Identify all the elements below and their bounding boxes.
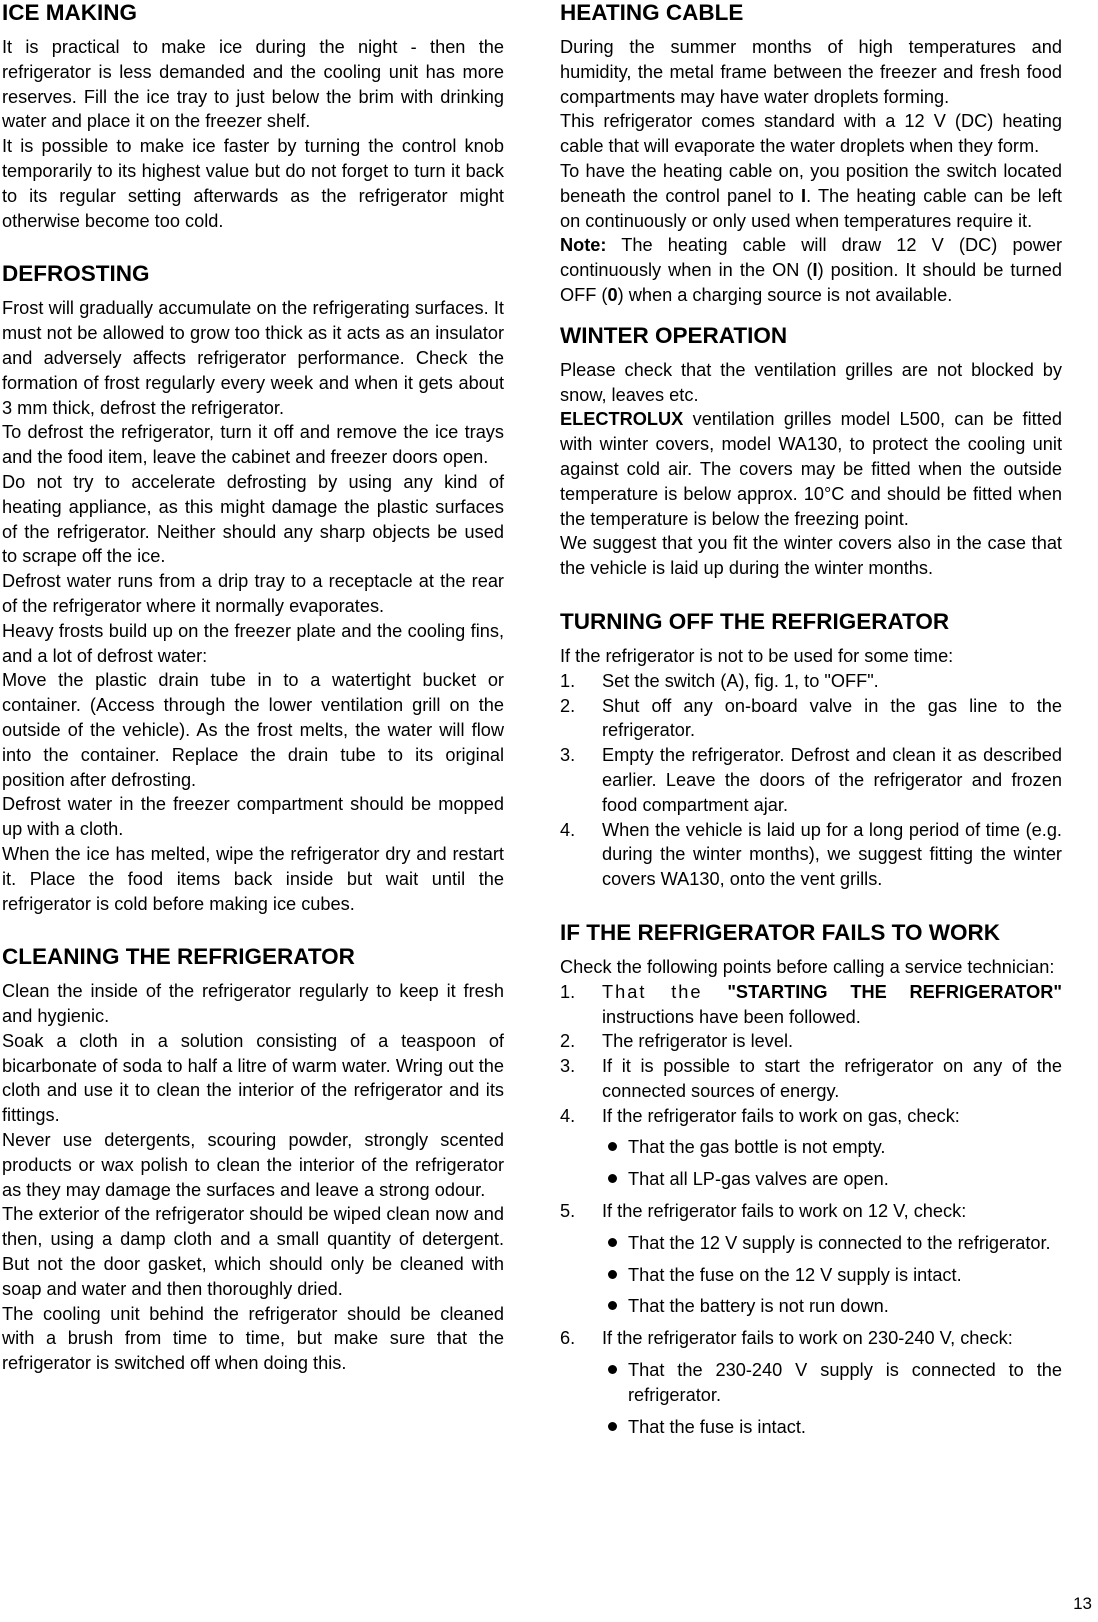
list-item: 2. The refrigerator is level.	[560, 1031, 794, 1052]
heating-note: Note: The heating cable will draw 12 V (DC) power continuously when in the ON (I) position. It should be turned OFF (0) when a charging source is not available.	[560, 235, 1062, 305]
230v-check-list	[602, 1358, 1062, 1439]
note-label: Note:	[560, 235, 607, 256]
heading-ice-making: ICE MAKING	[2, 0, 137, 25]
clean-paragraph-2: Soak a cloth in a solution consisting of a teaspoon of bicarbonate of soda to half a litre of warm water. Wring out the cloth and use it to clean the interior of the refrigerator and its fittings.	[2, 1030, 504, 1126]
right-column	[560, 0, 1062, 1446]
heading-turning-off: TURNING OFF THE REFRIGERATOR	[560, 608, 950, 634]
heating-paragraph-2: This refrigerator comes standard with a 12 V (DC) heating cable that will evaporate the water droplets when they form.	[560, 111, 1062, 157]
defrost-paragraph-5: Heavy frosts build up on the freezer plate and the cooling fins, and a lot of defrost water:	[2, 620, 504, 666]
defrost-paragraph-7: Defrost water in the freezer compartment should be mopped up with a cloth.	[2, 794, 504, 840]
bullet-item: That the fuse on the 12 V supply is intact.	[602, 1263, 1062, 1288]
winter-paragraph-3: We suggest that you fit the winter covers also in the case that the vehicle is laid up during the winter months.	[560, 533, 1062, 579]
heading-winter-operation: WINTER OPERATION	[560, 322, 788, 348]
winter-paragraph-1: Please check that the ventilation grilles are not blocked by snow, leaves etc.	[560, 359, 1062, 405]
fails-intro: Check the following points before calling a service technician:	[560, 956, 1055, 977]
list-item: 6. If the refrigerator fails to work on 230-240 V, check: That the 230-240 V supply is connected to the refrigerator. That the fuse is intact.	[560, 1326, 1062, 1439]
clean-paragraph-1: Clean the inside of the refrigerator regularly to keep it fresh and hygienic.	[2, 981, 504, 1027]
clean-paragraph-4: The exterior of the refrigerator should be wiped clean now and then, using a damp cloth and a small quantity of detergent. But not the door gasket, which should only be cleaned with soap and water and then thoroughly dried.	[2, 1204, 504, 1299]
heating-paragraph-3: To have the heating cable on, you position the switch located beneath the control panel to I. The heating cable can be left on continuously or only used when temperatures require it.	[560, 160, 1062, 231]
defrost-paragraph-4: Defrost water runs from a drip tray to a receptacle at the rear of the refrigerator where it normally evaporates.	[2, 571, 504, 616]
defrost-paragraph-1: Frost will gradually accumulate on the refrigerating surfaces. It must not be allowed to grow too thick as it acts as an insulator and adversely affects refrigerator performance. Check the formation of frost regularly every week and when it gets about 3 mm thick, defrost the refrigerator.	[2, 298, 504, 418]
heading-heating-cable: HEATING CABLE	[560, 0, 744, 25]
brand-name: ELECTROLUX	[560, 409, 684, 430]
bullet-item: That the fuse is intact.	[602, 1415, 1062, 1440]
list-item: 5. If the refrigerator fails to work on 12 V, check: That the 12 V supply is connected to the refrigerator. That the fuse on the 12 V supply is intact. That the battery is not run down.	[560, 1199, 1062, 1319]
bullet-item: That the 12 V supply is connected to the refrigerator.	[602, 1231, 1062, 1256]
list-item: 1. That the "STARTING THE REFRIGERATOR" instructions have been followed.	[560, 981, 1062, 1027]
list-item: 3. Empty the refrigerator. Defrost and clean it as described earlier. Leave the doors of the refrigerator and frozen food compartment ajar.	[560, 745, 1062, 815]
heading-fails-to-work: IF THE REFRIGERATOR FAILS TO WORK	[560, 919, 1001, 945]
defrost-paragraph-8: When the ice has melted, wipe the refrigerator dry and restart it. Place the food items back inside but wait until the refrigerator is cold before making ice cubes.	[2, 843, 504, 914]
clean-paragraph-5: The cooling unit behind the refrigerator should be cleaned with a brush from time to time, but make sure that the refrigerator is switched off when doing this.	[2, 1303, 504, 1374]
bullet-item: That the gas bottle is not empty.	[602, 1135, 1062, 1160]
bullet-item: That the 230-240 V supply is connected to the refrigerator.	[602, 1358, 1062, 1408]
heating-paragraph-1: During the summer months of high temperatures and humidity, the metal frame between the freezer and fresh food compartments may have water droplets forming.	[560, 37, 1062, 107]
turning-off-intro: If the refrigerator is not to be used for some time:	[560, 645, 954, 666]
list-item: 3. If it is possible to start the refrigerator on any of the connected sources of energy.	[560, 1056, 1062, 1101]
ice-paragraph-1: It is practical to make ice during the night - then the refrigerator is less demanded and the cooling unit has more reserves. Fill the ice tray to just below the brim with drinking water and place it on the freezer shelf.	[2, 37, 504, 132]
ice-paragraph-2: It is possible to make ice faster by turning the control knob temporarily to its highest value but do not forget to turn it back to its regular setting afterwards as the refrigerator might otherwise become too cold.	[2, 136, 504, 231]
list-item: 2. Shut off any on-board valve in the gas line to the refrigerator.	[560, 695, 1062, 741]
page-number: 13	[1073, 1594, 1092, 1613]
clean-paragraph-3: Never use detergents, scouring powder, strongly scented products or wax polish to clean the interior of the refrigerator as they may damage the surfaces and leave a strong odour.	[2, 1130, 504, 1200]
winter-paragraph-2: ELECTROLUX ventilation grilles model L500, can be fitted with winter covers, model WA130, to protect the cooling unit against cold air. The covers may be fitted when the outside temperature is below approx. 10°C and should be fitted when the temperature is below the freezing point.	[560, 409, 1062, 529]
defrost-paragraph-6: Move the plastic drain tube in to a watertight bucket or container. (Access through the lower ventilation grill on the outside of the vehicle). As the frost melts, the water will flow into the container. Replace the drain tube to its original position after defrosting.	[2, 670, 504, 790]
list-item: 1. Set the switch (A), fig. 1, to "OFF".	[560, 670, 879, 691]
bullet-item: That the battery is not run down.	[602, 1294, 1062, 1319]
heading-defrosting: DEFROSTING	[2, 261, 150, 287]
fails-list	[560, 980, 1062, 1440]
turning-off-list	[560, 669, 1062, 892]
defrost-paragraph-3: Do not try to accelerate defrosting by using any kind of heating appliance, as this might damage the plastic surfaces of the refrigerator. Neither should any sharp objects be used to scrape off the ice.	[2, 471, 504, 567]
heading-cleaning: CLEANING THE REFRIGERATOR	[2, 944, 355, 970]
list-item: 4. When the vehicle is laid up for a long period of time (e.g. during the winter months), we suggest fitting the winter covers WA130, onto the vent grills.	[560, 819, 1062, 890]
12v-check-list	[602, 1231, 1062, 1319]
left-column	[2, 0, 504, 1376]
bullet-item: That all LP-gas valves are open.	[602, 1167, 1062, 1192]
gas-check-list	[602, 1135, 1062, 1192]
defrost-paragraph-2: To defrost the refrigerator, turn it off and remove the ice trays and the food item, leave the cabinet and freezer doors open.	[2, 422, 504, 468]
list-item: 4. If the refrigerator fails to work on gas, check: That the gas bottle is not empty. That all LP-gas valves are open.	[560, 1104, 1062, 1192]
